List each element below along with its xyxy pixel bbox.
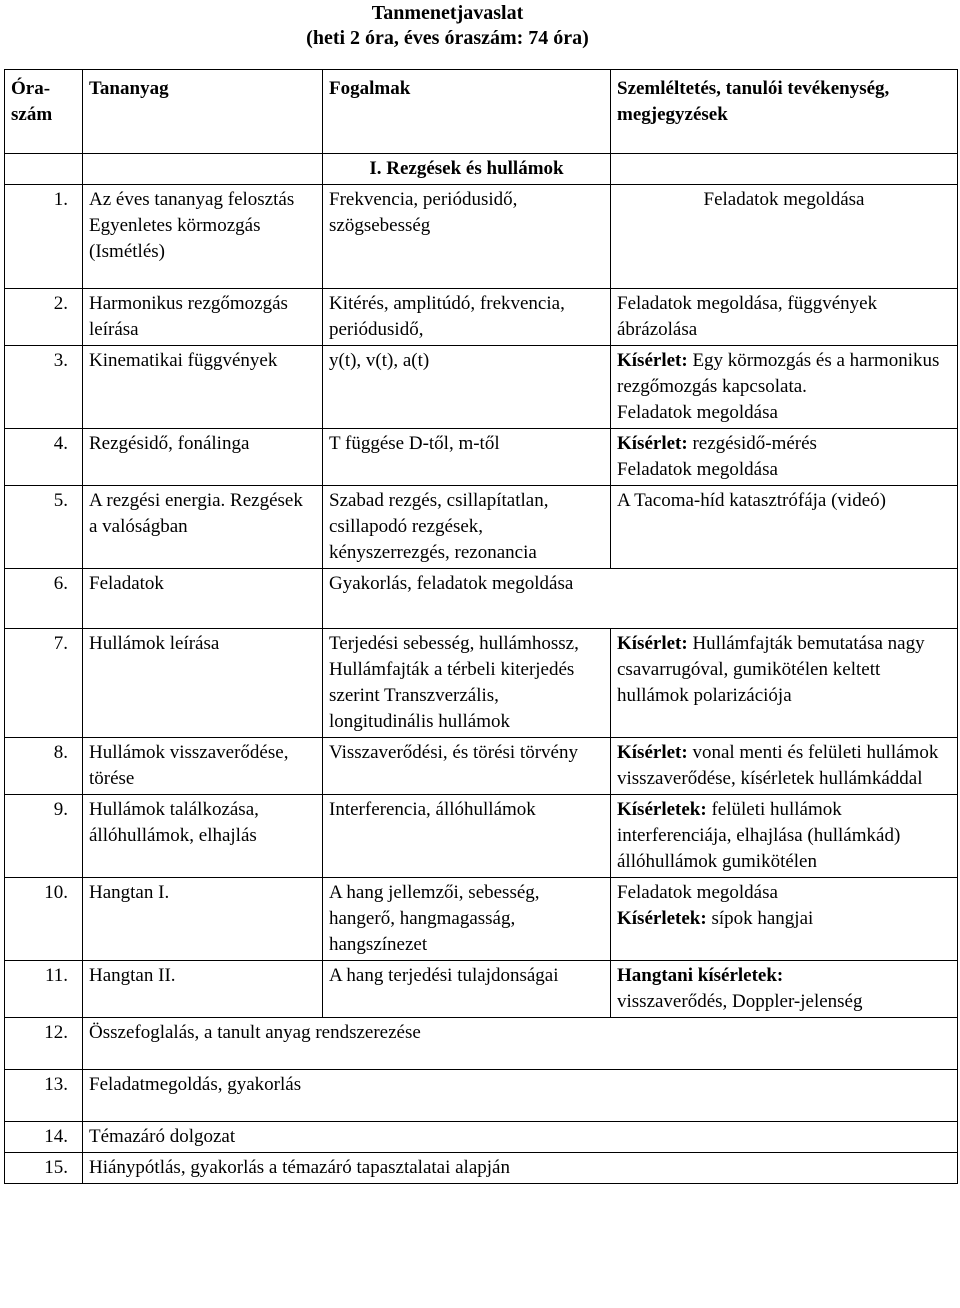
row-fogalmak: A hang terjedési tulajdonságai bbox=[323, 961, 611, 1018]
row-number: 3. bbox=[5, 346, 83, 429]
table-row bbox=[5, 1153, 958, 1184]
table-row bbox=[5, 486, 958, 569]
table-row bbox=[5, 185, 958, 289]
row-number: 9. bbox=[5, 795, 83, 878]
table-row bbox=[5, 1122, 958, 1153]
row-tananyag: Feladatmegoldás, gyakorlás bbox=[83, 1070, 958, 1122]
document-title: Tanmenetjavaslat bbox=[371, 2, 524, 24]
table-row bbox=[5, 738, 958, 795]
row-number: 2. bbox=[5, 289, 83, 346]
row-number: 12. bbox=[5, 1018, 83, 1070]
row-szemleltetes: Feladatok megoldása Kísérletek: sípok hangjai bbox=[611, 878, 958, 961]
row-number: 5. bbox=[5, 486, 83, 569]
row-fogalmak: Terjedési sebesség, hullámhossz, Hullámfajták a térbeli kiterjedés szerint Transzverzális, longitudinális hullámok bbox=[323, 629, 611, 738]
section-spacer bbox=[83, 154, 323, 185]
kiserlet-label: Kísérlet: bbox=[617, 350, 688, 371]
row-tananyag: Az éves tananyag felosztás Egyenletes körmozgás (Ismétlés) bbox=[83, 185, 323, 289]
row-number: 11. bbox=[5, 961, 83, 1018]
row-szemleltetes: Kísérlet: vonal menti és felületi hullámok visszaverődése, kísérletek hullámkáddal bbox=[611, 738, 958, 795]
row-tananyag: Kinematikai függvények bbox=[83, 346, 323, 429]
row-szemleltetes: Feladatok megoldása, függvények ábrázolása bbox=[611, 289, 958, 346]
row-tananyag: A rezgési energia. Rezgések a valóságban bbox=[83, 486, 323, 569]
row-fogalmak: Visszaverődési, és törési törvény bbox=[323, 738, 611, 795]
row-tananyag: Hullámok leírása bbox=[83, 629, 323, 738]
row-number: 7. bbox=[5, 629, 83, 738]
header-tananyag: Tananyag bbox=[83, 70, 323, 154]
kiserlet-label: Kísérlet: bbox=[617, 433, 688, 454]
row-number: 15. bbox=[5, 1153, 83, 1184]
row-number: 1. bbox=[5, 185, 83, 289]
table-row bbox=[5, 961, 958, 1018]
row-number: 6. bbox=[5, 569, 83, 629]
header-oraszam: Óra- szám bbox=[5, 70, 83, 154]
row-szemleltetes: A Tacoma-híd katasztrófája (videó) bbox=[611, 486, 958, 569]
row-tananyag: Hullámok visszaverődése, törése bbox=[83, 738, 323, 795]
row-tananyag: Feladatok bbox=[83, 569, 323, 629]
row-number: 8. bbox=[5, 738, 83, 795]
table-row bbox=[5, 1018, 958, 1070]
section-title: I. Rezgések és hullámok bbox=[323, 154, 611, 185]
row-szemleltetes: Hangtani kísérletek: visszaverődés, Doppler-jelenség bbox=[611, 961, 958, 1018]
row-tananyag: Rezgésidő, fonálinga bbox=[83, 429, 323, 486]
row-fogalmak: y(t), v(t), a(t) bbox=[323, 346, 611, 429]
section-spacer bbox=[5, 154, 83, 185]
row-number: 4. bbox=[5, 429, 83, 486]
table-row bbox=[5, 289, 958, 346]
table-row bbox=[5, 346, 958, 429]
section-row bbox=[5, 154, 958, 185]
kiserlet-label: Kísérletek: bbox=[617, 799, 707, 820]
row-tananyag: Hangtan II. bbox=[83, 961, 323, 1018]
header-fogalmak: Fogalmak bbox=[323, 70, 611, 154]
kiserlet-label: Kísérletek: bbox=[617, 908, 707, 929]
row-szemleltetes: Feladatok megoldása bbox=[611, 185, 958, 289]
row-tananyag: Témazáró dolgozat bbox=[83, 1122, 958, 1153]
row-szemleltetes: Kísérletek: felületi hullámok interferenciája, elhajlása (hullámkád) állóhullámok gumikötélen bbox=[611, 795, 958, 878]
section-spacer bbox=[611, 154, 958, 185]
row-szemleltetes: Kísérlet: Hullámfajták bemutatása nagy csavarrugóval, gumikötélen keltett hullámok polarizációja bbox=[611, 629, 958, 738]
table-row bbox=[5, 629, 958, 738]
kiserlet-label: Kísérlet: bbox=[617, 742, 688, 763]
row-fogalmak: A hang jellemzői, sebesség, hangerő, hangmagasság, hangszínezet bbox=[323, 878, 611, 961]
document-subtitle: (heti 2 óra, éves óraszám: 74 óra) bbox=[306, 27, 589, 49]
row-tananyag: Hangtan I. bbox=[83, 878, 323, 961]
row-szemleltetes: Kísérlet: rezgésidő-mérés Feladatok megoldása bbox=[611, 429, 958, 486]
row-szemleltetes: Kísérlet: Egy körmozgás és a harmonikus rezgőmozgás kapcsolata. Feladatok megoldása bbox=[611, 346, 958, 429]
kiserlet-label: Kísérlet: bbox=[617, 633, 688, 654]
row-tananyag: Harmonikus rezgőmozgás leírása bbox=[83, 289, 323, 346]
row-tananyag: Hiánypótlás, gyakorlás a témazáró tapasztalatai alapján bbox=[83, 1153, 958, 1184]
row-tananyag: Hullámok találkozása, állóhullámok, elhajlás bbox=[83, 795, 323, 878]
table-header-row bbox=[5, 70, 958, 154]
row-fogalmak: Szabad rezgés, csillapítatlan, csillapodó rezgések, kényszerrezgés, rezonancia bbox=[323, 486, 611, 569]
row-number: 14. bbox=[5, 1122, 83, 1153]
header-szemleltetes: Szemléltetés, tanulói tevékenység, megjegyzések bbox=[611, 70, 958, 154]
row-fogalmak: T függése D-től, m-től bbox=[323, 429, 611, 486]
table-row bbox=[5, 569, 958, 629]
kiserlet-label: Hangtani kísérletek: bbox=[617, 965, 784, 986]
table-row bbox=[5, 429, 958, 486]
row-fogalmak: Gyakorlás, feladatok megoldása bbox=[323, 569, 958, 629]
row-number: 13. bbox=[5, 1070, 83, 1122]
row-tananyag: Összefoglalás, a tanult anyag rendszerezése bbox=[83, 1018, 958, 1070]
row-number: 10. bbox=[5, 878, 83, 961]
table-row bbox=[5, 878, 958, 961]
curriculum-table bbox=[4, 69, 958, 1184]
row-fogalmak: Frekvencia, periódusidő, szögsebesség bbox=[323, 185, 611, 289]
row-fogalmak: Interferencia, állóhullámok bbox=[323, 795, 611, 878]
table-row bbox=[5, 795, 958, 878]
row-fogalmak: Kitérés, amplitúdó, frekvencia, periódusidő, bbox=[323, 289, 611, 346]
table-row bbox=[5, 1070, 958, 1122]
